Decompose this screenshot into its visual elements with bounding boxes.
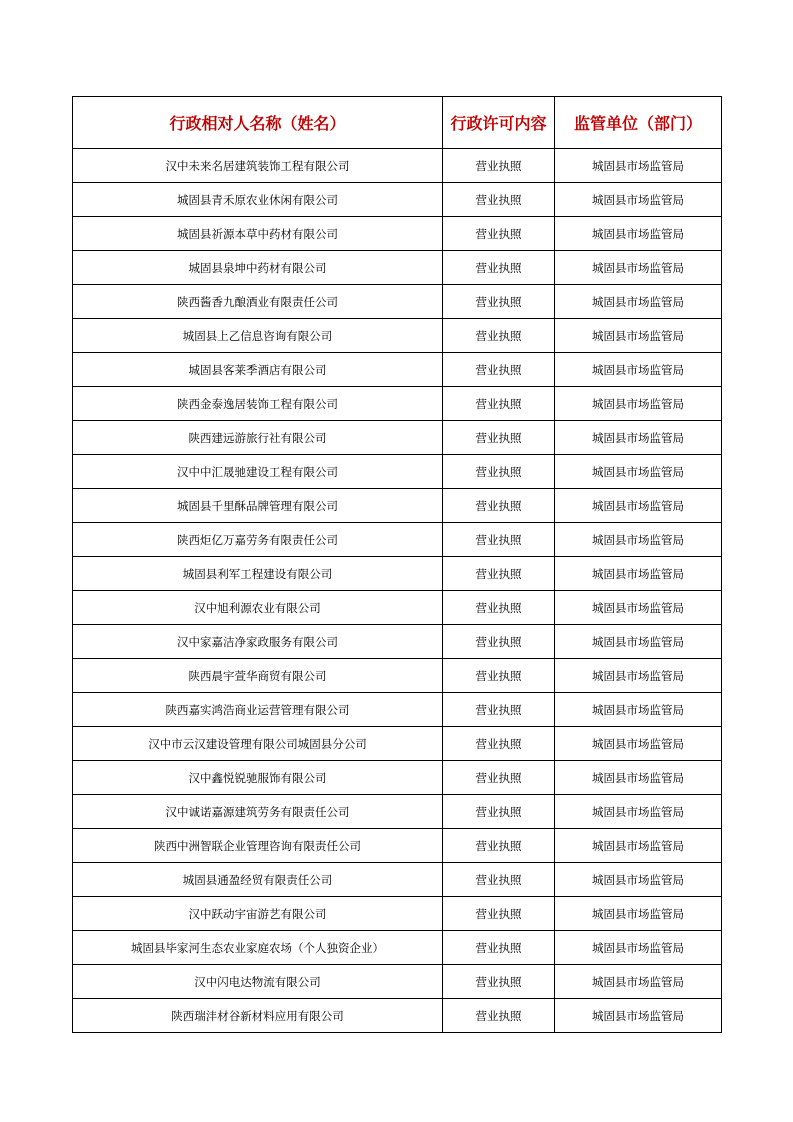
cell-name: 汉中未来名居建筑装饰工程有限公司 [73, 149, 443, 183]
cell-department: 城固县市场监管局 [555, 455, 722, 489]
table-row [73, 693, 722, 727]
table-row [73, 829, 722, 863]
cell-name: 城固县通盈经贸有限责任公司 [73, 863, 443, 897]
cell-department: 城固县市场监管局 [555, 217, 722, 251]
cell-department: 城固县市场监管局 [555, 931, 722, 965]
header-row [73, 97, 722, 149]
table-row [73, 183, 722, 217]
cell-content: 营业执照 [443, 897, 555, 931]
table-row [73, 387, 722, 421]
cell-content: 营业执照 [443, 999, 555, 1033]
cell-content: 营业执照 [443, 931, 555, 965]
cell-content: 营业执照 [443, 421, 555, 455]
header-name: 行政相对人名称（姓名） [73, 97, 443, 149]
table-row [73, 455, 722, 489]
cell-department: 城固县市场监管局 [555, 659, 722, 693]
cell-department: 城固县市场监管局 [555, 795, 722, 829]
cell-content: 营业执照 [443, 727, 555, 761]
cell-name: 陕西中洲智联企业管理咨询有限责任公司 [73, 829, 443, 863]
table-row [73, 319, 722, 353]
cell-department: 城固县市场监管局 [555, 761, 722, 795]
cell-content: 营业执照 [443, 863, 555, 897]
cell-content: 营业执照 [443, 761, 555, 795]
cell-department: 城固县市场监管局 [555, 557, 722, 591]
table-row [73, 591, 722, 625]
table-row [73, 761, 722, 795]
table-row [73, 149, 722, 183]
cell-department: 城固县市场监管局 [555, 251, 722, 285]
cell-department: 城固县市场监管局 [555, 421, 722, 455]
cell-department: 城固县市场监管局 [555, 965, 722, 999]
table-row [73, 625, 722, 659]
cell-name: 陕西瑞沣材谷新材料应用有限公司 [73, 999, 443, 1033]
cell-department: 城固县市场监管局 [555, 863, 722, 897]
cell-name: 汉中鑫悦锐驰服饰有限公司 [73, 761, 443, 795]
table-row [73, 251, 722, 285]
cell-department: 城固县市场监管局 [555, 625, 722, 659]
cell-content: 营业执照 [443, 455, 555, 489]
cell-content: 营业执照 [443, 795, 555, 829]
cell-content: 营业执照 [443, 183, 555, 217]
cell-content: 营业执照 [443, 149, 555, 183]
cell-name: 汉中诚诺嘉源建筑劳务有限责任公司 [73, 795, 443, 829]
cell-name: 陕西建远游旅行社有限公司 [73, 421, 443, 455]
cell-content: 营业执照 [443, 217, 555, 251]
cell-name: 汉中中汇晟驰建设工程有限公司 [73, 455, 443, 489]
cell-name: 城固县上乙信息咨询有限公司 [73, 319, 443, 353]
table-row [73, 795, 722, 829]
cell-content: 营业执照 [443, 965, 555, 999]
table-row [73, 931, 722, 965]
cell-name: 汉中跃动宇宙游艺有限公司 [73, 897, 443, 931]
cell-content: 营业执照 [443, 829, 555, 863]
cell-name: 陕西金泰逸居装饰工程有限公司 [73, 387, 443, 421]
cell-content: 营业执照 [443, 353, 555, 387]
cell-name: 城固县祈源本草中药材有限公司 [73, 217, 443, 251]
table-row [73, 863, 722, 897]
cell-department: 城固县市场监管局 [555, 591, 722, 625]
cell-content: 营业执照 [443, 319, 555, 353]
cell-department: 城固县市场监管局 [555, 489, 722, 523]
cell-name: 城固县千里酥品牌管理有限公司 [73, 489, 443, 523]
table-row [73, 489, 722, 523]
cell-department: 城固县市场监管局 [555, 523, 722, 557]
table-row [73, 897, 722, 931]
cell-department: 城固县市场监管局 [555, 999, 722, 1033]
cell-department: 城固县市场监管局 [555, 319, 722, 353]
cell-content: 营业执照 [443, 557, 555, 591]
cell-content: 营业执照 [443, 693, 555, 727]
cell-name: 城固县利军工程建设有限公司 [73, 557, 443, 591]
cell-name: 城固县泉坤中药材有限公司 [73, 251, 443, 285]
cell-department: 城固县市场监管局 [555, 829, 722, 863]
table-row [73, 659, 722, 693]
cell-name: 城固县青禾原农业休闲有限公司 [73, 183, 443, 217]
cell-department: 城固县市场监管局 [555, 727, 722, 761]
cell-content: 营业执照 [443, 591, 555, 625]
cell-name: 汉中市云汉建设管理有限公司城固县分公司 [73, 727, 443, 761]
cell-department: 城固县市场监管局 [555, 353, 722, 387]
table-row [73, 217, 722, 251]
cell-name: 陕西晨宇萱华商贸有限公司 [73, 659, 443, 693]
header-content: 行政许可内容 [443, 97, 555, 149]
table-row [73, 557, 722, 591]
cell-content: 营业执照 [443, 387, 555, 421]
cell-content: 营业执照 [443, 625, 555, 659]
cell-name: 城固县毕家河生态农业家庭农场（个人独资企业） [73, 931, 443, 965]
cell-content: 营业执照 [443, 489, 555, 523]
cell-content: 营业执照 [443, 659, 555, 693]
cell-department: 城固县市场监管局 [555, 149, 722, 183]
cell-content: 营业执照 [443, 251, 555, 285]
cell-department: 城固县市场监管局 [555, 897, 722, 931]
cell-name: 汉中闪电达物流有限公司 [73, 965, 443, 999]
cell-department: 城固县市场监管局 [555, 387, 722, 421]
cell-content: 营业执照 [443, 285, 555, 319]
cell-name: 陕西酱香九酿酒业有限责任公司 [73, 285, 443, 319]
table-row [73, 285, 722, 319]
table-row [73, 353, 722, 387]
table-row [73, 421, 722, 455]
header-department: 监管单位（部门） [555, 97, 722, 149]
cell-name: 汉中旭利源农业有限公司 [73, 591, 443, 625]
license-table [72, 96, 722, 1033]
table-row [73, 965, 722, 999]
table-row [73, 523, 722, 557]
cell-name: 陕西炬亿万嘉劳务有限责任公司 [73, 523, 443, 557]
cell-content: 营业执照 [443, 523, 555, 557]
table-row [73, 999, 722, 1033]
cell-name: 陕西嘉实鸿浩商业运营管理有限公司 [73, 693, 443, 727]
table-row [73, 727, 722, 761]
cell-name: 城固县客莱季酒店有限公司 [73, 353, 443, 387]
cell-department: 城固县市场监管局 [555, 285, 722, 319]
table-body [73, 149, 722, 1033]
cell-department: 城固县市场监管局 [555, 183, 722, 217]
cell-name: 汉中家嘉洁净家政服务有限公司 [73, 625, 443, 659]
cell-department: 城固县市场监管局 [555, 693, 722, 727]
